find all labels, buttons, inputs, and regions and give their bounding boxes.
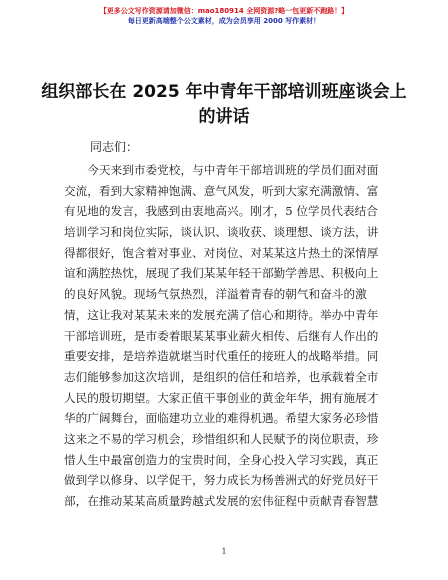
body-line: 得都很好，饱含着对事业、对岗位、对某某这片热土的深情厚 [64, 245, 379, 260]
body-line: 谊和满腔热忱，展现了我们某某年轻干部勤学善思、积极向上 [64, 266, 379, 281]
body-line: 今天来到市委党校，与中青年干部培训班的学员们面对面 [64, 163, 379, 177]
salutation: 同志们： [90, 140, 139, 154]
body-line: 志们能够参加这次培训，是组织的信任和培养，也承载着全市 [64, 369, 379, 384]
body-line: 做到学以修身、以学促干，努力成长为杨善洲式的好党员好干 [64, 473, 379, 488]
document-title [40, 80, 408, 130]
body-line: 交流，看到大家精神饱满、意气风发，听到大家充满激情、富 [64, 183, 379, 198]
promo-banner-line-2: 每日更新高端整个公文素材，成为会员享用 2000 写作素材！ [127, 17, 321, 25]
body-line: 情，这让我对某某未来的发展充满了信心和期待。举办中青年 [64, 307, 379, 322]
body-line: 人民的殷切期望。大家正值干事创业的黄金年华，拥有施展才 [64, 390, 379, 405]
page-number: 1 [221, 547, 227, 556]
body-line: 重要安排，是培养造就堪当时代重任的接班人的战略举措。同 [64, 349, 379, 364]
body-line: 干部培训班，是市委着眼某某事业薪火相传、后继有人作出的 [64, 328, 379, 343]
body-line: 培训学习和岗位实际，谈认识、谈收获、谈理想、谈方法，讲 [64, 225, 379, 240]
document-title-line-2: 的讲话 [198, 107, 250, 127]
body-line: 这来之不易的学习机会，珍惜组织和人民赋予的岗位职责，珍 [64, 431, 379, 446]
body-line: 惜人生中最富创造力的宝贵时间，全身心投入学习实践，真正 [64, 452, 379, 467]
promo-banner-line-1: 【更多公文写作资源请加微信：mao180914 全网资源?略一包更新不跑路！】 [99, 7, 349, 15]
body-line: 华的广阔舞台，面临建功立业的难得机遇。希望大家务必珍惜 [64, 411, 379, 426]
body-line: 部，在推动某某高质量跨越式发展的宏伟征程中贡献青春智慧 [64, 494, 379, 508]
body-line: 有见地的发言，我感到由衷地高兴。刚才，5 位学员代表结合 [64, 204, 378, 219]
document-title-line-1: 组织部长在 2025 年中青年干部培训班座谈会上 [41, 82, 407, 102]
speech-body [64, 160, 388, 512]
body-line: 的良好风貌。现场气氛热烈，洋溢着青春的朝气和奋斗的激 [64, 287, 367, 302]
promo-banner [0, 6, 448, 26]
